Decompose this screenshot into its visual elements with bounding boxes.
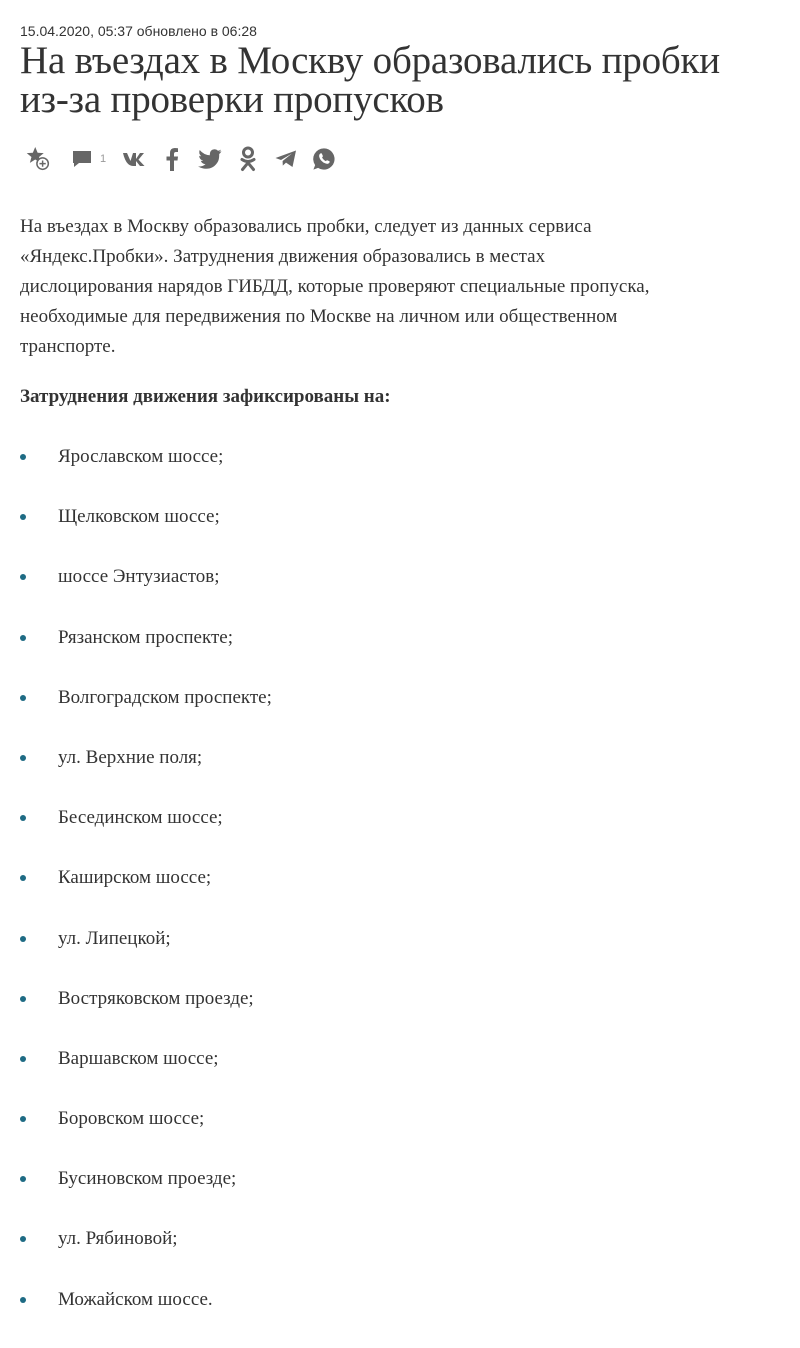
- share-toolbar: [26, 144, 780, 174]
- list-item-text: Каширском шоссе;: [58, 867, 212, 889]
- lead-line: На въездах в Москву образовались пробки, следует из данных сервиса: [20, 216, 592, 237]
- bullet: [20, 755, 26, 761]
- comments-button[interactable]: [70, 147, 106, 171]
- bullet: [20, 574, 26, 580]
- list-item-text: Варшавском шоссе;: [58, 1047, 219, 1069]
- bullet: [20, 1236, 26, 1242]
- lead-line: необходимые для передвижения по Москве на личном или общественном: [20, 306, 618, 327]
- list-item: [20, 1047, 780, 1107]
- bullet: [20, 514, 26, 520]
- article-title-line-1: На въездах в Москву образовались пробки: [20, 39, 720, 82]
- bullet: [20, 936, 26, 942]
- list-item-text: ул. Рябиновой;: [58, 1228, 178, 1250]
- list-item: [20, 565, 780, 625]
- list-item: [20, 505, 780, 565]
- facebook-icon[interactable]: [160, 147, 184, 171]
- list-item-text: Бесединском шоссе;: [58, 807, 223, 829]
- bullet: [20, 1176, 26, 1182]
- twitter-icon[interactable]: [198, 147, 222, 171]
- bullet: [20, 1297, 26, 1303]
- lead-line: транспорте.: [20, 336, 116, 357]
- list-item-text: ул. Верхние поля;: [58, 746, 203, 768]
- bullet: [20, 1116, 26, 1122]
- vk-icon[interactable]: [122, 147, 146, 171]
- article-title-line-2: из-за проверки пропусков: [20, 78, 444, 121]
- list-item-text: Востряковском проезде;: [58, 987, 254, 1009]
- article-lead: [20, 212, 765, 362]
- telegram-icon[interactable]: [274, 147, 298, 171]
- list-item: [20, 686, 780, 746]
- list-item-text: Можайском шоссе.: [58, 1288, 213, 1310]
- list-item-text: Ярославском шоссе;: [58, 446, 224, 467]
- list-item: [20, 445, 780, 505]
- list-item-text: Щелковском шоссе;: [58, 506, 220, 528]
- list-item: [20, 1288, 780, 1348]
- list-item-text: Волгоградском проспекте;: [58, 686, 272, 708]
- article-title: [20, 41, 780, 119]
- article-timestamp: 15.04.2020, 05:37 обновлено в 06:28: [20, 23, 257, 39]
- whatsapp-icon[interactable]: [312, 147, 336, 171]
- list-item: [20, 746, 780, 806]
- article: [20, 0, 780, 1348]
- bullet: [20, 695, 26, 701]
- list-item: [20, 626, 780, 686]
- comment-icon: [70, 147, 94, 171]
- list-item: [20, 806, 780, 866]
- list-item-text: Боровском шоссе;: [58, 1108, 205, 1130]
- congested-roads-list: [20, 445, 780, 1348]
- list-item: [20, 987, 780, 1047]
- list-item: [20, 1167, 780, 1227]
- list-item: [20, 866, 780, 926]
- list-item: [20, 927, 780, 987]
- lead-line: «Яндекс.Пробки». Затруднения движения образовались в местах: [20, 246, 546, 267]
- bullet: [20, 996, 26, 1002]
- list-item-text: Рязанском проспекте;: [58, 626, 233, 648]
- list-item-text: шоссе Энтузиастов;: [58, 566, 220, 588]
- list-item: [20, 1227, 780, 1287]
- odnoklassniki-icon[interactable]: [236, 147, 260, 171]
- lead-line: дислоцирования нарядов ГИБДД, которые проверяют специальные пропуска,: [20, 276, 650, 297]
- bullet: [20, 635, 26, 641]
- bullet: [20, 1056, 26, 1062]
- favorite-add-icon[interactable]: [26, 147, 50, 171]
- bullet: [20, 454, 26, 460]
- bullet: [20, 815, 26, 821]
- comment-count: 1: [100, 153, 107, 165]
- bullet: [20, 875, 26, 881]
- list-item: [20, 1107, 780, 1167]
- list-item-text: ул. Липецкой;: [58, 927, 171, 949]
- article-subheading: Затруднения движения зафиксированы на:: [20, 386, 391, 407]
- list-item-text: Бусиновском проезде;: [58, 1168, 237, 1190]
